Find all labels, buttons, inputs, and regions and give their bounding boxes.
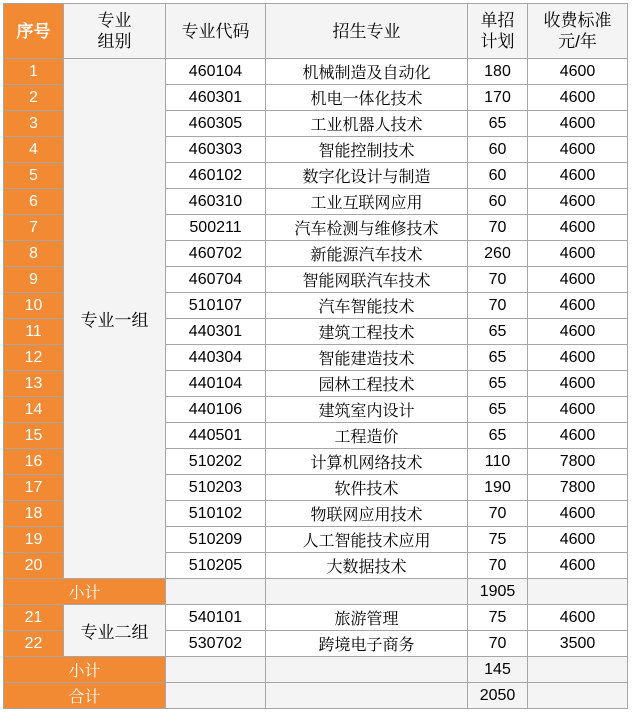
row-index: 16 [4, 449, 64, 475]
empty-cell [166, 579, 266, 605]
major-code: 510107 [166, 293, 266, 319]
major-code: 460301 [166, 85, 266, 111]
major-name: 大数据技术 [266, 553, 468, 579]
row-index: 12 [4, 345, 64, 371]
plan-count: 75 [468, 605, 528, 631]
row-index: 10 [4, 293, 64, 319]
major-name: 园林工程技术 [266, 371, 468, 397]
major-code: 460310 [166, 189, 266, 215]
plan-count: 70 [468, 631, 528, 657]
header-group-text: 专业组别 [97, 11, 132, 51]
plan-count: 70 [468, 215, 528, 241]
row-index: 14 [4, 397, 64, 423]
plan-count: 60 [468, 137, 528, 163]
major-code: 440104 [166, 371, 266, 397]
row-index: 11 [4, 319, 64, 345]
row-index: 2 [4, 85, 64, 111]
header-plan-text: 单招计划 [480, 11, 515, 51]
subtotal-label: 小计 [4, 579, 166, 605]
fee: 4600 [528, 293, 628, 319]
fee: 4600 [528, 137, 628, 163]
total-label: 合计 [4, 683, 166, 709]
major-name: 人工智能技术应用 [266, 527, 468, 553]
subtotal-value: 145 [468, 657, 528, 683]
major-code: 510209 [166, 527, 266, 553]
fee: 4600 [528, 215, 628, 241]
header-code: 专业代码 [166, 4, 266, 59]
plan-count: 75 [468, 527, 528, 553]
major-code: 460104 [166, 59, 266, 85]
row-index: 1 [4, 59, 64, 85]
header-plan [468, 4, 528, 59]
row-index: 15 [4, 423, 64, 449]
total-row [4, 683, 628, 709]
major-code: 510202 [166, 449, 266, 475]
major-code: 460702 [166, 241, 266, 267]
fee: 3500 [528, 631, 628, 657]
plan-count: 70 [468, 501, 528, 527]
plan-count: 65 [468, 319, 528, 345]
row-index: 18 [4, 501, 64, 527]
fee: 4600 [528, 345, 628, 371]
fee: 4600 [528, 59, 628, 85]
major-name: 软件技术 [266, 475, 468, 501]
plan-count: 60 [468, 163, 528, 189]
major-name: 机械制造及自动化 [266, 59, 468, 85]
row-index: 22 [4, 631, 64, 657]
major-name: 数字化设计与制造 [266, 163, 468, 189]
empty-cell [166, 683, 266, 709]
major-name: 建筑室内设计 [266, 397, 468, 423]
plan-count: 190 [468, 475, 528, 501]
major-code: 540101 [166, 605, 266, 631]
fee: 4600 [528, 85, 628, 111]
major-name: 旅游管理 [266, 605, 468, 631]
row-index: 5 [4, 163, 64, 189]
row-index: 8 [4, 241, 64, 267]
empty-cell [528, 579, 628, 605]
plan-count: 65 [468, 111, 528, 137]
fee: 4600 [528, 163, 628, 189]
major-code: 460303 [166, 137, 266, 163]
major-name: 建筑工程技术 [266, 319, 468, 345]
major-name: 工业互联网应用 [266, 189, 468, 215]
plan-count: 60 [468, 189, 528, 215]
plan-count: 260 [468, 241, 528, 267]
subtotal-value: 1905 [468, 579, 528, 605]
enrollment-plan-table [3, 3, 628, 709]
fee: 4600 [528, 267, 628, 293]
empty-cell [166, 657, 266, 683]
fee: 4600 [528, 527, 628, 553]
plan-count: 180 [468, 59, 528, 85]
major-code: 460102 [166, 163, 266, 189]
row-index: 3 [4, 111, 64, 137]
table-body [4, 59, 628, 709]
fee: 4600 [528, 111, 628, 137]
row-index: 4 [4, 137, 64, 163]
plan-count: 110 [468, 449, 528, 475]
row-index: 6 [4, 189, 64, 215]
subtotal-label: 小计 [4, 657, 166, 683]
row-index: 7 [4, 215, 64, 241]
fee: 4600 [528, 423, 628, 449]
fee: 4600 [528, 501, 628, 527]
plan-count: 65 [468, 397, 528, 423]
total-value: 2050 [468, 683, 528, 709]
fee: 4600 [528, 605, 628, 631]
fee: 4600 [528, 397, 628, 423]
group-name: 专业二组 [64, 605, 166, 657]
major-code: 440301 [166, 319, 266, 345]
major-name: 汽车智能技术 [266, 293, 468, 319]
major-code: 440106 [166, 397, 266, 423]
plan-count: 70 [468, 267, 528, 293]
subtotal-row [4, 579, 628, 605]
fee: 7800 [528, 475, 628, 501]
major-code: 500211 [166, 215, 266, 241]
major-name: 智能建造技术 [266, 345, 468, 371]
major-code: 440501 [166, 423, 266, 449]
header-fee-text: 收费标准元/年 [543, 11, 612, 51]
plan-count: 170 [468, 85, 528, 111]
table-row [4, 605, 628, 631]
fee: 4600 [528, 319, 628, 345]
plan-count: 65 [468, 345, 528, 371]
major-name: 工业机器人技术 [266, 111, 468, 137]
subtotal-row [4, 657, 628, 683]
empty-cell [266, 683, 468, 709]
major-name: 物联网应用技术 [266, 501, 468, 527]
major-code: 510203 [166, 475, 266, 501]
row-index: 9 [4, 267, 64, 293]
fee: 4600 [528, 371, 628, 397]
group-name: 专业一组 [64, 59, 166, 579]
row-index: 19 [4, 527, 64, 553]
plan-count: 70 [468, 293, 528, 319]
major-code: 510205 [166, 553, 266, 579]
header-row [4, 4, 628, 59]
plan-count: 70 [468, 553, 528, 579]
plan-count: 65 [468, 423, 528, 449]
major-name: 跨境电子商务 [266, 631, 468, 657]
major-code: 510102 [166, 501, 266, 527]
fee: 4600 [528, 189, 628, 215]
major-name: 计算机网络技术 [266, 449, 468, 475]
fee: 7800 [528, 449, 628, 475]
major-code: 460704 [166, 267, 266, 293]
plan-count: 65 [468, 371, 528, 397]
header-index: 序号 [4, 4, 64, 59]
empty-cell [266, 657, 468, 683]
fee: 4600 [528, 241, 628, 267]
empty-cell [528, 683, 628, 709]
major-code: 460305 [166, 111, 266, 137]
table-row [4, 59, 628, 85]
fee: 4600 [528, 553, 628, 579]
major-code: 440304 [166, 345, 266, 371]
major-name: 新能源汽车技术 [266, 241, 468, 267]
row-index: 17 [4, 475, 64, 501]
row-index: 21 [4, 605, 64, 631]
row-index: 13 [4, 371, 64, 397]
header-fee [528, 4, 628, 59]
major-name: 智能网联汽车技术 [266, 267, 468, 293]
empty-cell [528, 657, 628, 683]
major-name: 工程造价 [266, 423, 468, 449]
header-group [64, 4, 166, 59]
row-index: 20 [4, 553, 64, 579]
empty-cell [266, 579, 468, 605]
major-name: 汽车检测与维修技术 [266, 215, 468, 241]
major-code: 530702 [166, 631, 266, 657]
major-name: 机电一体化技术 [266, 85, 468, 111]
major-name: 智能控制技术 [266, 137, 468, 163]
header-major: 招生专业 [266, 4, 468, 59]
